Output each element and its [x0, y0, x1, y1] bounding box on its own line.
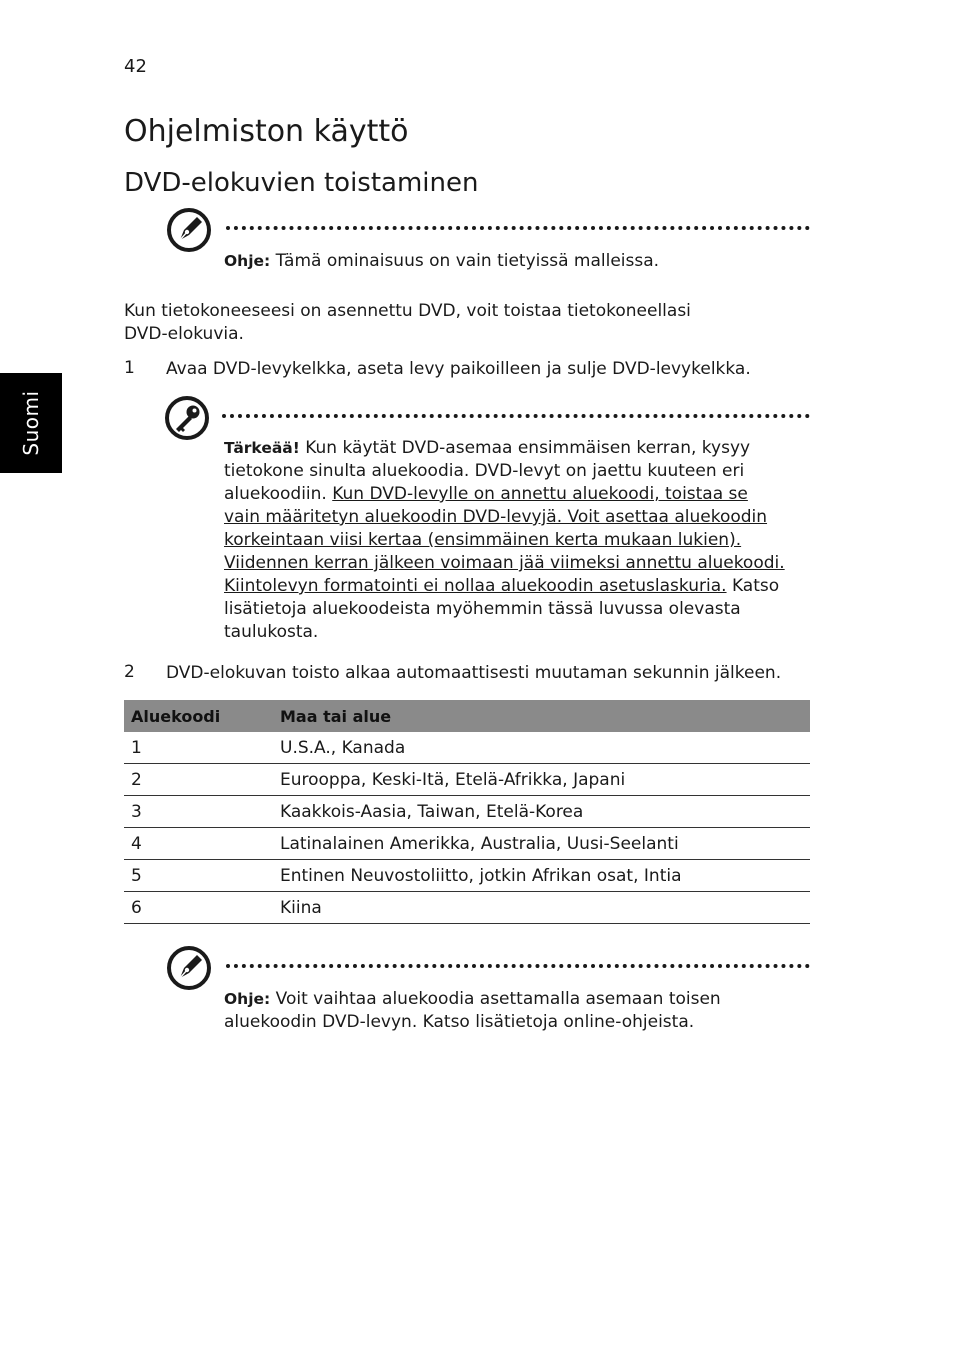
step-2-text: DVD-elokuvan toisto alkaa automaattisesti muutaman sekunnin jälkeen.: [166, 663, 782, 683]
important-line: taulukosta.: [224, 622, 319, 642]
table-cell: 1: [124, 732, 273, 764]
table-row: [124, 828, 810, 860]
table-cell: Latinalainen Amerikka, Australia, Uusi-Seelanti: [273, 828, 810, 860]
important-line: Kun käytät DVD-asemaa ensimmäisen kerran, kysyy: [299, 438, 751, 458]
table-row: [124, 796, 810, 828]
note-divider: [226, 226, 810, 230]
language-side-tab: [0, 373, 62, 473]
important-line: lisätietoja aluekoodeista myöhemmin tässä luvussa olevasta: [224, 599, 741, 619]
important-label: Tärkeää!: [224, 439, 300, 457]
region-code-table: [124, 700, 810, 924]
step-1-text: Avaa DVD-levykelkka, aseta levy paikoilleen ja sulje DVD-levykelkka.: [166, 359, 751, 379]
important-underlined-text: Kiintolevyn formatointi ei nollaa aluekoodin asetuslaskuria.: [224, 576, 727, 596]
table-cell: Kaakkois-Aasia, Taiwan, Etelä-Korea: [273, 796, 810, 828]
page-number: 42: [124, 56, 147, 77]
important-note: [224, 437, 814, 644]
section-title: DVD-elokuvien toistaminen: [124, 168, 479, 198]
important-divider: [222, 414, 810, 418]
important-underlined-text: korkeintaan viisi kertaa (ensimmäinen kerta mukaan lukien).: [224, 530, 742, 550]
note-divider: [226, 964, 810, 968]
note-1: [224, 250, 810, 273]
table-row: [124, 732, 810, 764]
table-header-cell: Maa tai alue: [273, 700, 810, 732]
table-cell: 3: [124, 796, 273, 828]
table-cell: Eurooppa, Keski-Itä, Etelä-Afrikka, Japani: [273, 764, 810, 796]
note-2-label: Ohje:: [224, 990, 271, 1008]
table-row: [124, 764, 810, 796]
note-1-label: Ohje:: [224, 252, 271, 270]
important-underlined-text: vain määritetyn aluekoodin DVD-levyjä. Voit asettaa aluekoodin: [224, 507, 768, 527]
side-tab-label: Suomi: [19, 390, 43, 456]
important-underlined-text: Kun DVD-levylle on annettu aluekoodi, toistaa se: [332, 484, 748, 504]
important-line: Katso: [726, 576, 780, 596]
table-header-row: [124, 700, 810, 732]
pen-note-icon: [166, 207, 212, 257]
table-row: [124, 860, 810, 892]
table-row: [124, 892, 810, 924]
important-underlined-text: Viidennen kerran jälkeen voimaan jää viimeksi annettu aluekoodi.: [224, 553, 785, 573]
important-line: tietokone sinulta aluekoodia. DVD-levyt on jaettu kuuteen eri: [224, 461, 745, 481]
pen-note-icon: [166, 945, 212, 995]
step-1-number: 1: [124, 358, 135, 378]
important-line: aluekoodiin.: [224, 484, 333, 504]
table-cell: Kiina: [273, 892, 810, 924]
key-important-icon: [164, 395, 210, 445]
intro-paragraph: [124, 300, 814, 346]
intro-line: DVD-elokuvia.: [124, 324, 244, 344]
note-2: [224, 988, 814, 1034]
table-header-cell: Aluekoodi: [124, 700, 273, 732]
table-cell: U.S.A., Kanada: [273, 732, 810, 764]
page-title: Ohjelmiston käyttö: [124, 114, 409, 149]
step-2-number: 2: [124, 662, 135, 682]
intro-line: Kun tietokoneeseesi on asennettu DVD, voit toistaa tietokoneellasi: [124, 301, 691, 321]
note-2-line: Voit vaihtaa aluekoodia asettamalla asemaan toisen: [270, 989, 721, 1009]
note-2-line: aluekoodin DVD-levyn. Katso lisätietoja online-ohjeista.: [224, 1012, 695, 1032]
table-cell: 5: [124, 860, 273, 892]
table-cell: 2: [124, 764, 273, 796]
table-cell: 4: [124, 828, 273, 860]
table-cell: Entinen Neuvostoliitto, jotkin Afrikan osat, Intia: [273, 860, 810, 892]
note-1-text: Tämä ominaisuus on vain tietyissä malleissa.: [270, 251, 660, 271]
table-cell: 6: [124, 892, 273, 924]
